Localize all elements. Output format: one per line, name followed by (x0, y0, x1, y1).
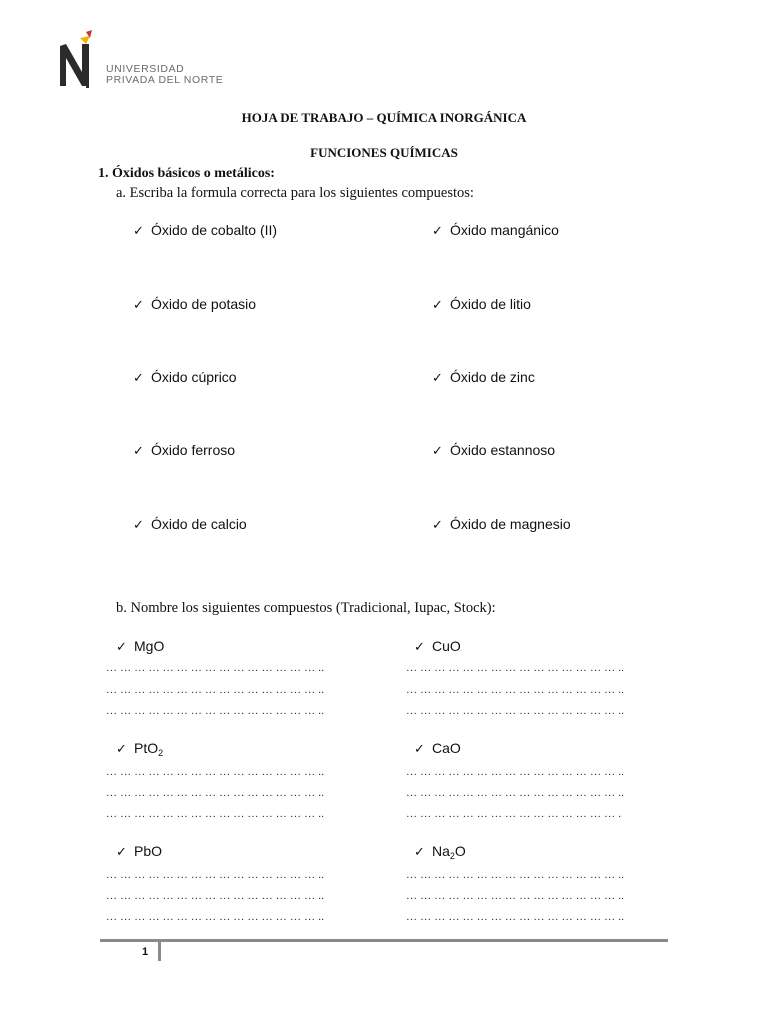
compound-item: ✓ Óxido mangánico (432, 222, 559, 238)
answer-line[interactable]: … … … … … … … … … … … … … … … .. (106, 705, 325, 717)
answer-line[interactable]: … … … … … … … … … … … … … … … .. (406, 766, 625, 778)
answer-line[interactable]: … … … … … … … … … … … … … … … .. (106, 911, 325, 923)
answer-line[interactable]: … … … … … … … … … … … … … … … .. (106, 662, 325, 674)
answer-line[interactable]: … … … … … … … … … … … … … … … . (406, 808, 622, 820)
footer-divider (100, 939, 668, 942)
check-icon: ✓ (432, 517, 443, 532)
answer-line[interactable]: … … … … … … … … … … … … … … … .. (106, 766, 325, 778)
check-icon: ✓ (116, 639, 127, 654)
logo-line-1: UNIVERSIDAD (106, 63, 185, 75)
check-icon: ✓ (432, 370, 443, 385)
document-subtitle: FUNCIONES QUÍMICAS (310, 145, 458, 160)
check-icon: ✓ (432, 443, 443, 458)
check-icon: ✓ (414, 741, 425, 756)
compound-item: ✓ Óxido de litio (432, 296, 531, 312)
check-icon: ✓ (133, 370, 144, 385)
check-icon: ✓ (432, 223, 443, 238)
document-title: HOJA DE TRABAJO – QUÍMICA INORGÁNICA (241, 110, 527, 125)
check-icon: ✓ (414, 844, 425, 859)
answer-line[interactable]: … … … … … … … … … … … … … … … .. (106, 808, 325, 820)
compound-item: ✓ Óxido de potasio (133, 296, 257, 312)
answer-line[interactable]: … … … … … … … … … … … … … … … .. (106, 869, 325, 881)
formula-item-cuo: ✓ CuO (414, 638, 461, 654)
check-icon: ✓ (414, 639, 425, 654)
check-icon: ✓ (432, 297, 443, 312)
answer-line[interactable]: … … … … … … … … … … … … … … … .. (106, 890, 325, 902)
check-icon: ✓ (133, 297, 144, 312)
footer-tick (158, 939, 161, 961)
compound-item: ✓ Óxido estannoso (432, 442, 556, 458)
answer-line[interactable]: … … … … … … … … … … … … … … … .. (406, 684, 625, 696)
answer-line[interactable]: … … … … … … … … … … … … … … … .. (406, 911, 625, 923)
check-icon: ✓ (116, 741, 127, 756)
answer-line[interactable]: … … … … … … … … … … … … … … … .. (406, 705, 625, 717)
section-heading: 1. Óxidos básicos o metálicos: (98, 166, 275, 181)
answer-line[interactable]: … … … … … … … … … … … … … … … .. (406, 869, 625, 881)
compound-item: ✓ Óxido de calcio (133, 516, 247, 532)
check-icon: ✓ (133, 223, 144, 238)
part-b-label: b. Nombre los siguientes compuestos (Tradicional, Iupac, Stock): (116, 600, 496, 616)
compound-item: ✓ Óxido de cobalto (II) (133, 222, 278, 238)
compound-item: ✓ Óxido ferroso (133, 442, 236, 458)
compound-item: ✓ Óxido cúprico (133, 369, 237, 385)
answer-line[interactable]: … … … … … … … … … … … … … … … .. (106, 684, 325, 696)
formula-item-pbo: ✓ PbO (116, 843, 163, 859)
formula-item-pto2: ✓ PtO$_2$ (116, 740, 164, 758)
answer-line[interactable]: … … … … … … … … … … … … … … … .. (406, 662, 625, 674)
university-logo-text (106, 64, 223, 86)
compound-item: ✓ Óxido de zinc (432, 369, 535, 385)
answer-line[interactable]: … … … … … … … … … … … … … … … .. (406, 787, 625, 799)
logo-line-2: PRIVADA DEL NORTE (106, 74, 224, 86)
page-number: 1 (142, 946, 149, 958)
compound-item: ✓ Óxido de magnesio (432, 516, 571, 532)
check-icon: ✓ (133, 443, 144, 458)
check-icon: ✓ (133, 517, 144, 532)
university-logo-icon (56, 30, 100, 88)
formula-item-na2o: ✓ $Na_2O$ (414, 843, 466, 861)
check-icon: ✓ (116, 844, 127, 859)
answer-line[interactable]: … … … … … … … … … … … … … … … .. (106, 787, 325, 799)
formula-item-mgo: ✓ MgO (116, 638, 165, 654)
answer-line[interactable]: … … … … … … … … … … … … … … … .. (406, 890, 625, 902)
part-a-label: a. Escriba la formula correcta para los siguientes compuestos: (116, 185, 474, 201)
formula-item-cao: ✓ CaO (414, 740, 461, 756)
